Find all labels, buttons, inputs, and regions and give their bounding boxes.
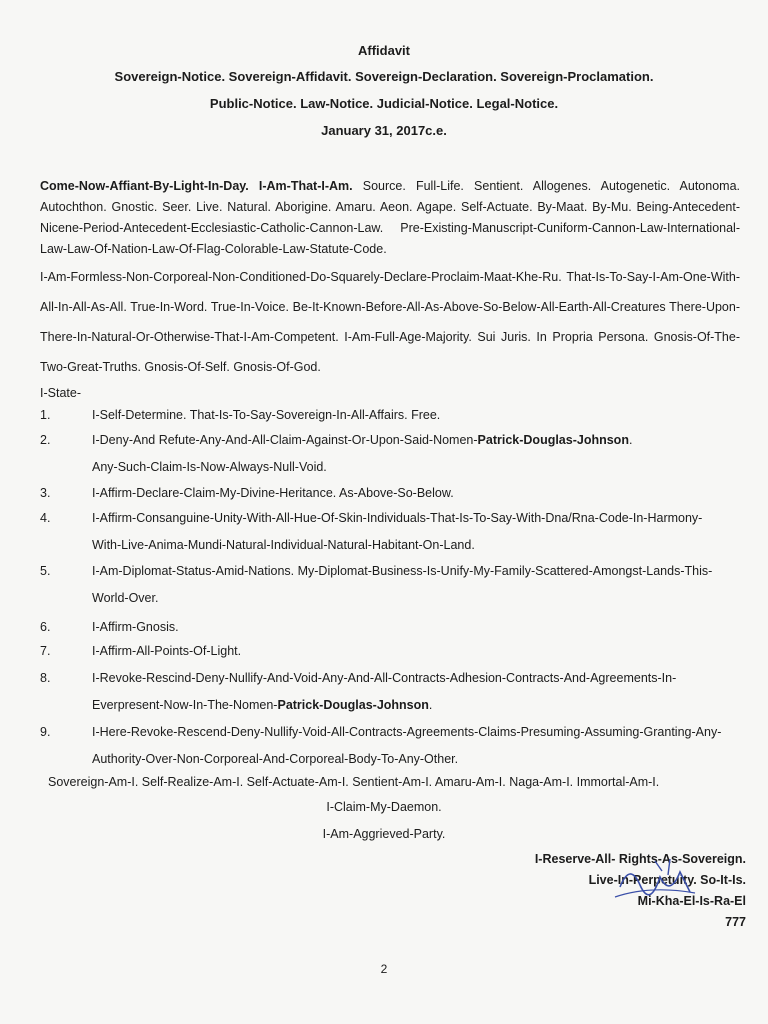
list-item-number: 2.: [40, 433, 51, 447]
header-line-2: Public-Notice. Law-Notice. Judicial-Notice. Legal-Notice.: [209, 96, 559, 111]
list-item-text: I-Revoke-Rescind-Deny-Nullify-And-Void-Any-And-All-Contracts-Adhesion-Contracts-And-Agreements-In- Everpresent-Now-In-The-Nomen-Patrick-Douglas-Johnson.: [92, 671, 677, 712]
list-item-number: 7.: [40, 644, 51, 658]
list-item-text: I-Affirm-Declare-Claim-My-Divine-Heritance. As-Above-So-Below.: [92, 486, 454, 500]
list-item-text: I-Deny-And Refute-Any-And-All-Claim-Against-Or-Upon-Said-Nomen-Patrick-Douglas-Johnson. Any-Such-Claim-Is-Now-Always-Null-Void.: [92, 433, 633, 474]
declaration-paragraph: I-Am-Formless-Non-Corporeal-Non-Conditioned-Do-Squarely-Declare-Proclaim-Maat-Khe-Ru. That-Is-To-Say-I-Am-One-With-All-In-All-As-All. True-In-Word. True-In-Voice. Be-It-Known-Before-All-As-Above-So-Below-All-Earth-All-Creatures There-Upon-There-In-Natural-Or-Otherwise-That-I-Am-Competent. I-Am-Full-Age-Majority. Sui Juris. In Propria Persona. Gnosis-Of-The-Two-Great-Truths. Gnosis-Of-Self. Gnosis-Of-God.: [40, 270, 740, 374]
list-item-text: I-Am-Diplomat-Status-Amid-Nations. My-Diplomat-Business-Is-Unify-My-Family-Scattered-Amongst-Lands-This- World-Over.: [92, 564, 713, 605]
intro-text: Source. Full-Life. Sentient. Allogenes. Autogenetic. Autonoma. Autochthon. Gnostic. Seer. Live. Natural. Aborigine. Amaru. Aeon. Agape. Self-Actuate. By-Maat. By-Mu. Being-Antecedent-Nicene-Period-Antecedent-Ecclesiastic-Catholic-Cannon-Law. Pre-Existing-Manuscript-Cuniform-Cannon-Law-International-Law-Law-Of-Nation-Law-Of-Flag-Colorable-Law-Statute-Code.: [40, 179, 740, 256]
state-label: I-State-: [40, 386, 81, 400]
list-item-text: I-Affirm-Consanguine-Unity-With-All-Hue-Of-Skin-Individuals-That-Is-To-Say-With-Dna/Rna-Code-In-Harmony- With-Live-Anima-Mundi-Natural-Individual-Natural-Habitant-On-Land.: [92, 511, 703, 552]
claim-daemon: I-Claim-My-Daemon.: [326, 800, 442, 814]
list-item-number: 8.: [40, 671, 51, 685]
document-date: January 31, 2017c.e.: [321, 123, 447, 138]
signer-number: 777: [725, 915, 746, 929]
list-item-text: I-Affirm-All-Points-Of-Light.: [92, 644, 242, 658]
list-item-number: 3.: [40, 486, 51, 500]
signature-mark: [610, 857, 700, 907]
page-number: 2: [380, 962, 388, 976]
reserve-rights: I-Reserve-All- Rights-As-Sovereign.: [534, 852, 746, 866]
intro-paragraph: [40, 176, 740, 260]
list-item-number: 6.: [40, 620, 51, 634]
document-title: Affidavit: [358, 43, 410, 58]
list-item-number: 1.: [40, 408, 51, 422]
live-in-perpetuity: Live-In-Perpetuity. So-It-Is.: [588, 873, 746, 887]
list-item-text: I-Self-Determine. That-Is-To-Say-Sovereign-In-All-Affairs. Free.: [92, 408, 441, 422]
intro-bold: Come-Now-Affiant-By-Light-In-Day. I-Am-That-I-Am.: [40, 179, 353, 193]
list-item-text: I-Affirm-Gnosis.: [92, 620, 179, 634]
signer-name: Mi-Kha-El-Is-Ra-El: [637, 894, 746, 908]
list-item-number: 4.: [40, 511, 51, 525]
list-item-number: 9.: [40, 725, 51, 739]
sovereign-line: Sovereign-Am-I. Self-Realize-Am-I. Self-Actuate-Am-I. Sentient-Am-I. Amaru-Am-I. Naga-Am-I. Immortal-Am-I.: [48, 775, 660, 789]
list-item-text: I-Here-Revoke-Rescend-Deny-Nullify-Void-All-Contracts-Agreements-Claims-Presuming-Assuming-Granting-Any- Authority-Over-Non-Corporeal-And-Corporeal-Body-To-Any-Other.: [92, 725, 722, 766]
list-item-number: 5.: [40, 564, 51, 578]
aggrieved-party: I-Am-Aggrieved-Party.: [322, 827, 446, 841]
header-line-1: Sovereign-Notice. Sovereign-Affidavit. Sovereign-Declaration. Sovereign-Proclamation.: [114, 69, 654, 84]
